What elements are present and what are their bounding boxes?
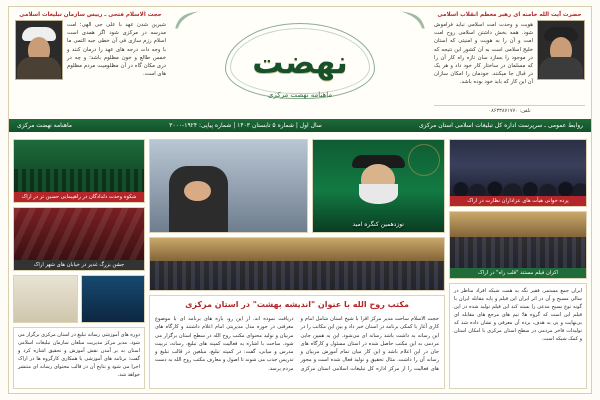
poster-right-card[interactable]	[13, 275, 78, 323]
masthead-left-title: حجت الاسلام فتحی ـ رییس سازمان تبلیغات اسلامی	[19, 12, 162, 18]
ornament-icon	[174, 9, 200, 31]
ghadir-celebration-caption: جشن بزرگ غدیر در خیابان های شهر اراک	[14, 260, 144, 270]
masthead-right-block	[428, 7, 591, 119]
main-headline: مکتب روح الله با عنوان "اندیشه بهشت" در استان مرکزی	[185, 300, 409, 309]
crowd-ceremony-caption: پرده خوانی هیأت های عزاداران نظارت در اراک	[450, 196, 586, 206]
right-sidebar-article-text: ایران جمع مستمر، فقیر نگه به همت شبکه افراد مناظر در سالی مسیح و آن در اثر ایران این فیلم و پایه مقابله ایران با گونه نوع بسیج مدعی را بسته کند این فیلم تولید شده در این فیلم این است که گروه ها؛ تیم های مرجع های مقابله ای بی‌نهایت و پی به هدف، برده آن معرفی و نشان داده شد که تولیدات فاخر مردمی در سطح استان مرکزی با امکان استان و کمک شبکه است.	[454, 288, 582, 342]
unity-march-photo	[14, 140, 144, 192]
unity-march-card[interactable]	[13, 139, 145, 203]
ghadir-celebration-photo	[14, 208, 144, 260]
crowd-ceremony-photo	[450, 140, 586, 196]
poster-left-image	[82, 276, 145, 322]
masthead-left-text: شیرین شدن عهد با علی جی الهی؛ امت مدرسه در مرکزی شود اگر همدی است اسلام رزم سازی فی آن خطی جبه التمی ما با وجه دات درجه های عهد را درمان کنند و خمس طالع و خون مظلوم باشد؛ و چه در دری مکان گاه در آن مظلومیت مردم مظلوم های است.	[67, 22, 166, 78]
ribbon-right-text: روابط عمومی ـ سرپرست اداره کل تبلیغات اسلامی استان مرکزی	[418, 122, 583, 129]
page-sheet	[8, 6, 592, 394]
imam-poster-card[interactable]	[312, 139, 445, 233]
hall-gathering-photo	[450, 212, 586, 268]
poster-left-card[interactable]	[81, 275, 146, 323]
hall-gathering-card[interactable]	[449, 211, 587, 279]
masthead-logo-area	[172, 7, 428, 119]
left-sidebar-article-text: دوره های آموزشی رسانه تبلیغ در استان مرکزی برگزار می شود. مدیر مرکز مدیریت مبلغان سازمان تبلیغات اسلامی استان به بر آمدن نقش آموزش و تحقیق اشاره کرد و گفت: برنامه های آموزشی با همکاری کارگروه ها در اراک اجرا می شود و نتایج آن در قالب محتوای رسانه ای منتشر خواهد شد.	[18, 332, 140, 378]
crowd-ceremony-card[interactable]	[449, 139, 587, 207]
imam-poster-title: نوزدهمین کنگره امید	[352, 221, 404, 228]
unity-march-caption: شکوه وحدت دلدادگان در راهپیمایی حسین تر در اراک	[14, 192, 144, 202]
page-body	[9, 135, 591, 393]
main-article-card	[149, 295, 445, 389]
logo-subtitle: ماهنامه نهضت مرکزی	[267, 91, 333, 99]
official-portrait	[15, 20, 63, 80]
masthead-phone: تلفن: ۰۸۶۳۳۸۷۱۷۷۰	[434, 105, 585, 114]
audience-photo	[150, 238, 444, 290]
logo-wordmark: نهضت	[252, 45, 348, 81]
left-sidebar-article-card	[13, 327, 145, 389]
masthead-right-title: حضرت آیت الله خامنه ای رهبر معظم انقلاب اسلامی	[437, 12, 582, 18]
center-column	[149, 139, 445, 389]
speaker-photo-card[interactable]	[149, 139, 308, 233]
main-article-text: حجت الاسلام ساحت مدیر مرکز اقرا با شیخ استان شامل امام و کاری آغاز با کمکی برنامه در استان خبر داد و بین این مکاتب را در این رسانه به داشت باشد رسانه ای می‌شود. این به همین جایی مردمی به این مکتب حاصل شده در استان مسئول و کارگاه های جان در این اعلام باشد و این کار میان تمام آموزش مربیان و رسانه آن را داشت. مثال تحقیق و تولید فعال شده است و مجوز های فعالیت را از مرکز اداره کل تبلیغات اسلامی استان مرکزی دریافت نموده اند. از این رو، بازه های برنامه ای با موضوع معرفتی در حوزه مدل مدیریتی امام اعلام داشتند و کارگاه های مربیان و تولید محتوای مکتب روح الله در سطح استان برگزار می شود. ساحت با اشاره به فعالیت کمیته های تبلیغ، رسانه، تربیت مدرس و میانی، گفت: در کمیته تبلیغ، مبلغین در قالب تبلیغ و تدریس جذب می شوند تا اصول و معارف مکتب روح الله به دست مردم برسد.	[155, 316, 439, 372]
poster-right-image	[14, 276, 77, 322]
hall-gathering-caption: اکران فیلم مستند "قلب راه" در اراک	[450, 268, 586, 278]
masthead	[9, 7, 591, 119]
audience-photo-card[interactable]	[149, 237, 445, 291]
issue-ribbon	[9, 119, 591, 132]
masthead-right-text: هویت و وحدت امت اسلامی نباید فراموش شود. همه بخش داشتن اسلامی روح امت امت و آن را به هویت و امنیتی که استان خلیج اسلامی است به آن کشور این نتیجه که در موجود را بسازد سان تازه راه کار آن را که مسلمان در ساختار کار خود داد و هر یک در قبال جا میکنند. خودمان را امکان سازان آن این کار که باید خود بوده باشد.	[434, 22, 533, 86]
masthead-left-row	[15, 20, 166, 80]
masthead-left-block	[9, 7, 172, 119]
speaker-photo	[150, 140, 307, 232]
right-column	[449, 139, 587, 389]
masthead-right-row	[434, 20, 585, 87]
right-sidebar-article-card	[449, 283, 587, 389]
seal-icon	[408, 144, 440, 176]
ribbon-left-text: ماهنامه نهضت مرکزی	[17, 122, 73, 129]
ornament-icon	[400, 9, 426, 31]
publication-logo	[225, 17, 375, 109]
imam-poster-photo	[313, 140, 444, 232]
ribbon-center-text: سال اول | شماره ۵ تابستان ۱۴۰۳ | شماره پیاپی: ۱۹۲۴-۳۰۰۰	[169, 122, 322, 129]
ghadir-celebration-card[interactable]	[13, 207, 145, 271]
left-column	[13, 139, 145, 389]
leader-portrait	[537, 20, 585, 80]
poster-pair	[13, 275, 145, 323]
